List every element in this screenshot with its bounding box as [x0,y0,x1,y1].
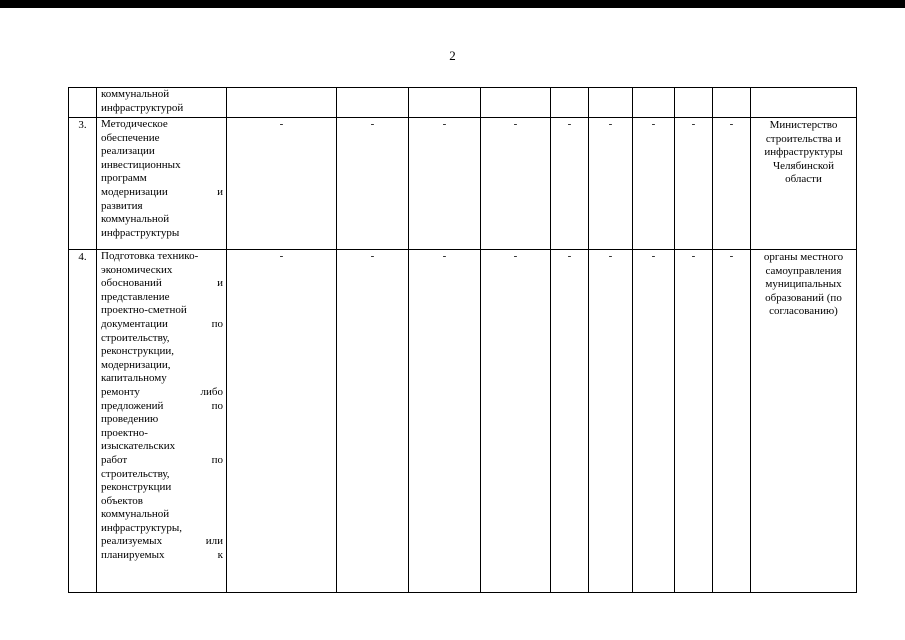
value-cell: - [675,118,713,250]
value-cell: - [675,250,713,593]
program-measures-table [68,87,857,593]
description-line: коммунальной [101,213,170,226]
description-line: проектно- [101,426,148,439]
table-body [69,88,857,593]
value-cell: - [713,250,751,593]
description-line: коммунальной [101,88,170,100]
description-line: ремонту либо [101,385,223,398]
value-cell: - [337,250,409,593]
description-line: капитальному [101,372,167,385]
value-cell: - [409,118,481,250]
executor-cell: Министерство строительства и инфраструктуры Челябинской области [751,118,857,250]
value-cell: - [337,118,409,250]
measure-description-cell [97,88,227,118]
value-cell: - [481,118,551,250]
value-cell: - [589,118,633,250]
value-cell: - [633,118,675,250]
description-line: Методическое [101,118,168,130]
value-cell [409,88,481,118]
table-row [69,250,857,593]
value-cell [713,88,751,118]
table-row [69,88,857,118]
description-line: документации по [101,317,223,330]
executor-cell: органы местного самоуправления муниципальных образований (по согласованию) [751,250,857,593]
value-cell: - [481,250,551,593]
value-cell: - [227,118,337,250]
value-cell [675,88,713,118]
description-line: строительству, [101,331,170,344]
table-row [69,118,857,250]
description-line: объектов [101,494,143,507]
row-number-cell: 3. [69,118,97,250]
value-cell: - [589,250,633,593]
description-line: модернизации и [101,185,223,198]
value-cell: - [409,250,481,593]
value-cell: - [633,250,675,593]
description-line: представление [101,290,170,303]
description-line: инфраструктуры [101,226,180,239]
value-cell [227,88,337,118]
value-cell: - [227,250,337,593]
measure-description-cell [97,250,227,593]
description-line: реализуемых или [101,535,223,548]
page-number: 2 [449,48,456,63]
description-line: изыскательских [101,440,176,453]
description-line: программ [101,172,147,185]
description-line: реконструкции, [101,345,174,358]
description-line: модернизации, [101,358,171,371]
description-line: реконструкции [101,481,172,494]
description-line: обеспечение [101,131,160,144]
measure-description-cell [97,118,227,250]
description-line: инфраструктурой [101,101,184,114]
description-line: коммунальной [101,508,170,521]
row-number-cell: 4. [69,250,97,593]
description-line: реализации [101,145,155,158]
description-line: предложений по [101,399,223,412]
description-line: планируемых к [101,549,223,562]
top-border-bar [0,0,905,8]
value-cell [633,88,675,118]
value-cell: - [551,118,589,250]
value-cell [589,88,633,118]
description-line: строительству, [101,467,170,480]
description-line: развития [101,199,143,212]
description-line: проектно-сметной [101,304,187,317]
value-cell: - [713,118,751,250]
description-line: работ по [101,453,223,466]
description-line: инвестиционных [101,158,181,171]
value-cell [481,88,551,118]
description-line: инфраструктуры, [101,521,182,534]
description-line: Подготовка технико- [101,250,199,262]
value-cell [337,88,409,118]
value-cell: - [551,250,589,593]
description-line: проведению [101,413,159,426]
row-number-cell [69,88,97,118]
description-line: обоснований и [101,277,223,290]
executor-cell [751,88,857,118]
value-cell [551,88,589,118]
description-line: экономических [101,263,173,276]
